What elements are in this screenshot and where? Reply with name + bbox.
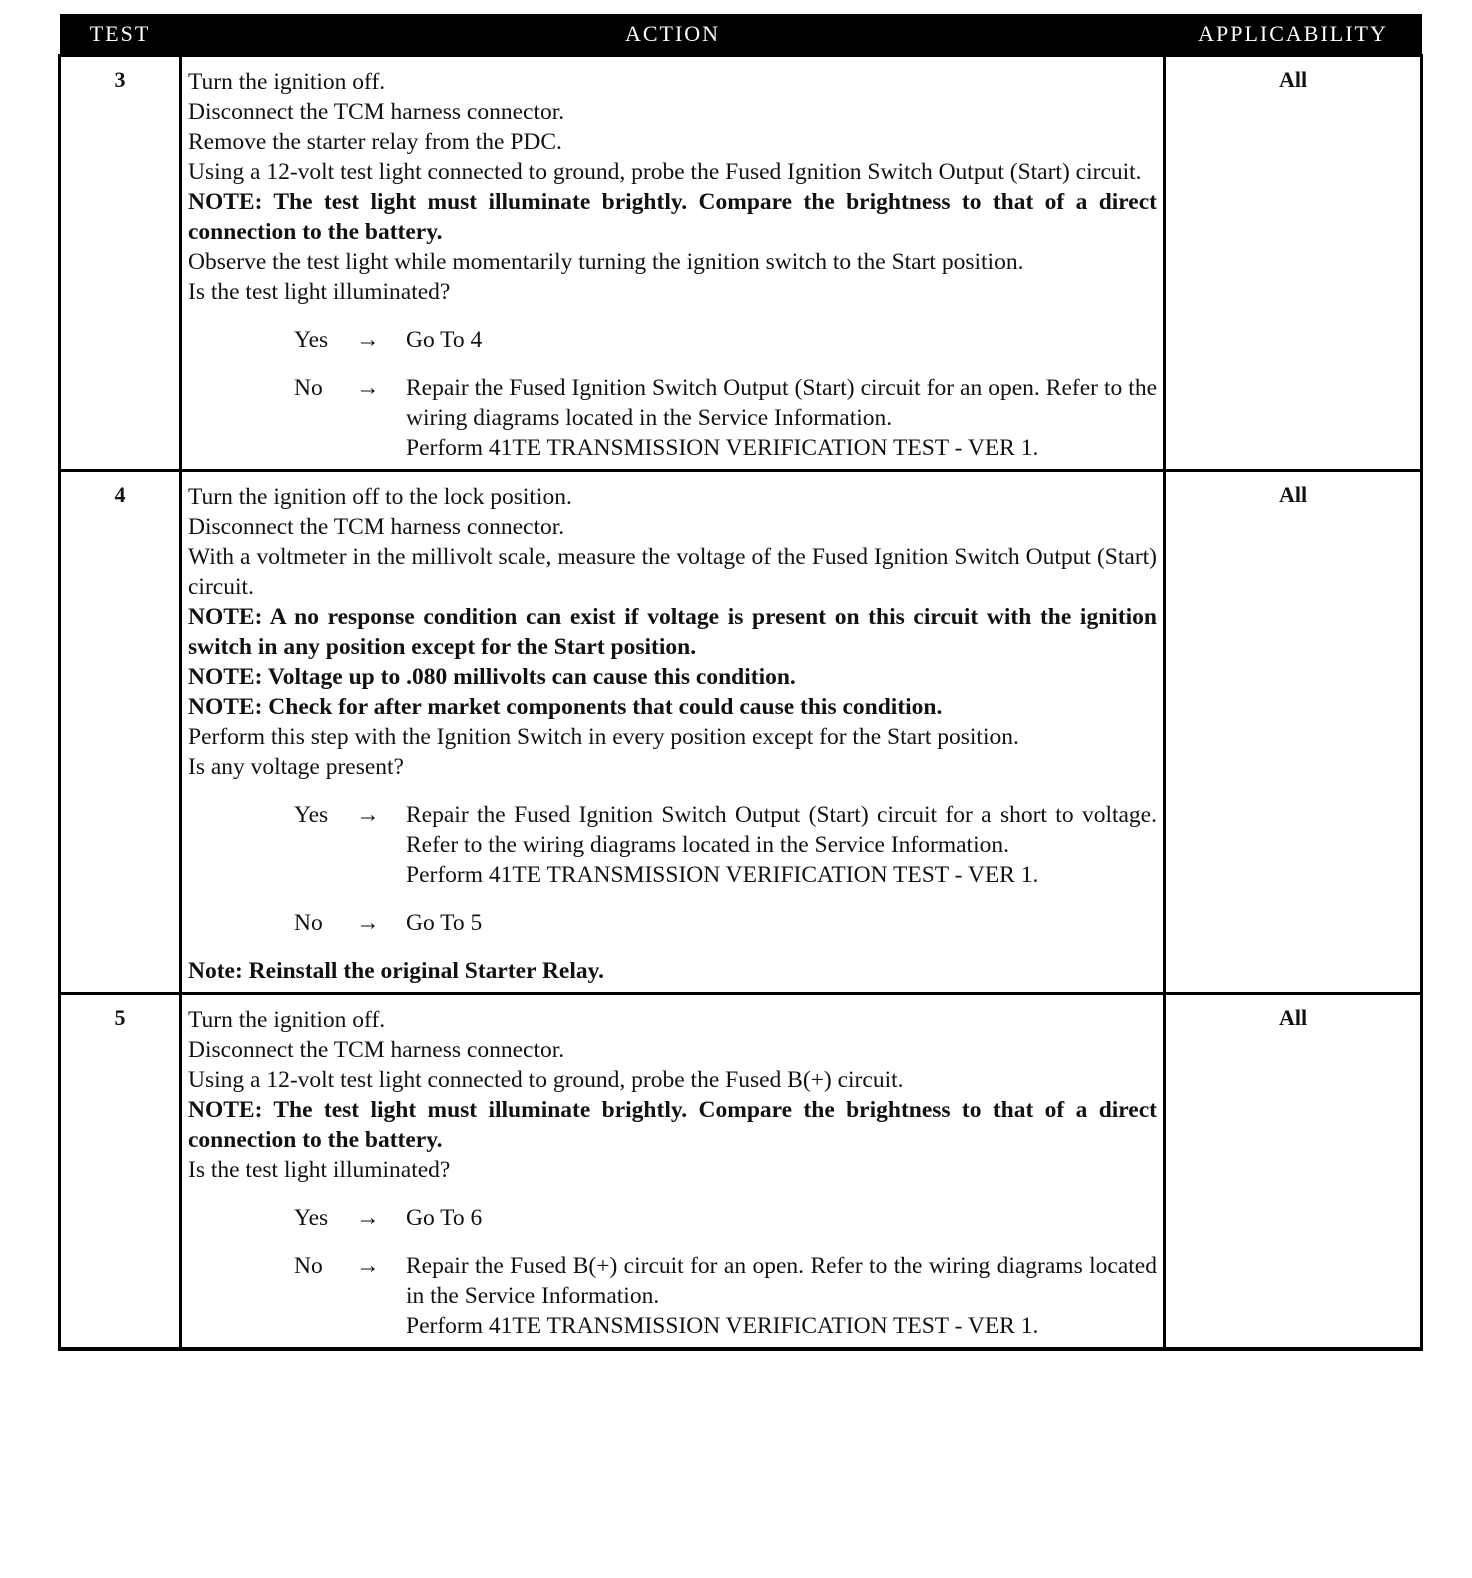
result-line: Perform 41TE TRANSMISSION VERIFICATION TEST - VER 1.: [406, 862, 1039, 888]
arrow-right-icon: →: [356, 1205, 380, 1231]
result-branch: [188, 1203, 1157, 1233]
result-text: [406, 908, 1157, 938]
action-step: Turn the ignition off.: [188, 1007, 386, 1033]
table-row: [60, 471, 1422, 994]
action-step: Disconnect the TCM harness connector.: [188, 1037, 565, 1063]
arrow-right-icon: →: [356, 802, 380, 828]
applicability-value: All: [1165, 471, 1422, 994]
header-applicability: APPLICABILITY: [1165, 14, 1422, 56]
applicability-value: All: [1165, 56, 1422, 471]
diagnostic-table-container: [58, 14, 1420, 1351]
result-branch: [188, 325, 1157, 355]
result-text: [406, 800, 1157, 890]
test-number: 5: [60, 994, 181, 1350]
action-step: Is any voltage present?: [188, 754, 404, 780]
action-cell: [181, 471, 1165, 994]
result-label: No: [294, 1253, 323, 1279]
action-cell: [181, 56, 1165, 471]
result-line: Perform 41TE TRANSMISSION VERIFICATION TEST - VER 1.: [406, 435, 1039, 461]
action-note: NOTE: Check for after market components that could cause this condition.: [188, 694, 943, 720]
table-row: [60, 994, 1422, 1350]
result-label: Yes: [294, 327, 329, 353]
table-row: [60, 56, 1422, 471]
action-step: With a voltmeter in the millivolt scale, measure the voltage of the Fused Ignition Switch Output (Start) circuit.: [188, 544, 1157, 600]
result-line: Repair the Fused Ignition Switch Output (Start) circuit for a short to voltage. Refer to the wiring diagrams located in the Service Information.: [406, 802, 1157, 858]
arrow-right-icon: →: [356, 1253, 380, 1279]
result-label: Yes: [294, 802, 329, 828]
result-label: No: [294, 375, 323, 401]
action-step: Using a 12-volt test light connected to ground, probe the Fused B(+) circuit.: [188, 1067, 904, 1093]
result-branch: [188, 373, 1157, 463]
diagnostic-test-table: [58, 14, 1423, 1351]
arrow-right-icon: →: [356, 375, 380, 401]
action-note: NOTE: Voltage up to .080 millivolts can cause this condition.: [188, 664, 796, 690]
result-line: Go To 5: [406, 910, 483, 936]
action-step: Disconnect the TCM harness connector.: [188, 514, 565, 540]
result-line: Go To 6: [406, 1205, 483, 1231]
header-action: ACTION: [181, 14, 1165, 56]
result-line: Go To 4: [406, 327, 483, 353]
table-body: [60, 56, 1422, 1350]
result-label: No: [294, 910, 323, 936]
action-step: Turn the ignition off.: [188, 69, 386, 95]
result-branch: [188, 1251, 1157, 1341]
action-note: NOTE: A no response condition can exist if voltage is present on this circuit with the ignition switch in any position except for the Start position.: [188, 604, 1157, 660]
action-step: Using a 12-volt test light connected to ground, probe the Fused Ignition Switch Output (Start) circuit.: [188, 159, 1142, 185]
action-step: Is the test light illuminated?: [188, 279, 451, 305]
result-label: Yes: [294, 1205, 329, 1231]
table-header: [60, 14, 1422, 56]
action-step: Perform this step with the Ignition Switch in every position except for the Start position.: [188, 724, 1019, 750]
action-cell: [181, 994, 1165, 1350]
result-branch: [188, 800, 1157, 890]
result-text: [406, 1251, 1157, 1341]
action-tail-note: Note: Reinstall the original Starter Relay.: [188, 958, 604, 984]
result-text: [406, 325, 1157, 355]
applicability-value: All: [1165, 994, 1422, 1350]
result-text: [406, 1203, 1157, 1233]
action-step: Disconnect the TCM harness connector.: [188, 99, 565, 125]
action-step: Observe the test light while momentarily turning the ignition switch to the Start position.: [188, 249, 1024, 275]
header-test: TEST: [60, 14, 181, 56]
test-number: 4: [60, 471, 181, 994]
arrow-right-icon: →: [356, 910, 380, 936]
result-line: Repair the Fused Ignition Switch Output (Start) circuit for an open. Refer to the wiring diagrams located in the Service Information.: [406, 375, 1157, 431]
action-note: NOTE: The test light must illuminate brightly. Compare the brightness to that of a direct connection to the battery.: [188, 189, 1157, 245]
action-step: Turn the ignition off to the lock position.: [188, 484, 572, 510]
result-branch: [188, 908, 1157, 938]
result-line: Perform 41TE TRANSMISSION VERIFICATION TEST - VER 1.: [406, 1313, 1039, 1339]
result-line: Repair the Fused B(+) circuit for an open. Refer to the wiring diagrams located in the Service Information.: [406, 1253, 1157, 1309]
action-note: NOTE: The test light must illuminate brightly. Compare the brightness to that of a direct connection to the battery.: [188, 1097, 1157, 1153]
result-text: [406, 373, 1157, 463]
action-step: Remove the starter relay from the PDC.: [188, 129, 562, 155]
arrow-right-icon: →: [356, 327, 380, 353]
action-step: Is the test light illuminated?: [188, 1157, 451, 1183]
test-number: 3: [60, 56, 181, 471]
